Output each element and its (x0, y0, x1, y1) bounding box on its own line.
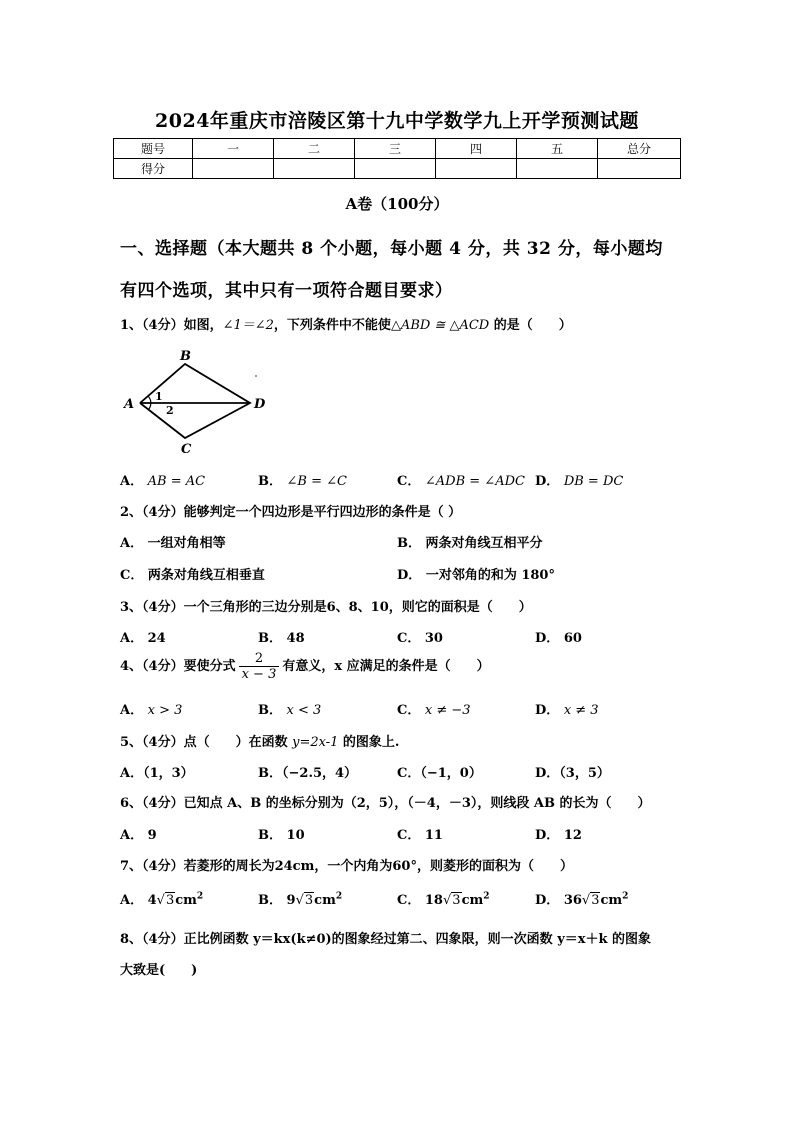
option-text: 48 (286, 631, 305, 646)
fraction-denominator: x − 3 (241, 667, 277, 682)
sqrt-symbol: √3 (581, 893, 600, 908)
option-letter: C． (397, 703, 421, 718)
sqrt-radicand: 3 (304, 893, 314, 908)
option-text: 12 (563, 828, 582, 843)
q1-option-b[interactable] (258, 470, 347, 489)
option-text: 24 (147, 631, 166, 646)
option-letter: C． (397, 893, 421, 908)
option-letter: C． (120, 568, 144, 583)
score-input-cell[interactable] (355, 159, 436, 179)
table-cell: 总分 (598, 139, 681, 159)
option-unit: cm (461, 893, 484, 908)
unit-exponent: 2 (196, 891, 204, 902)
sqrt-radicand: 3 (591, 893, 600, 908)
diagram-label-c: C (181, 442, 192, 457)
q2-option-b[interactable] (397, 532, 543, 551)
option-letter: D． (535, 631, 560, 646)
table-cell: 五 (517, 139, 598, 159)
q1-option-c[interactable] (397, 470, 525, 489)
q5-option-a[interactable] (120, 762, 194, 781)
option-coefficient: 9 (286, 893, 296, 908)
option-text: （1，3） (143, 766, 194, 781)
sqrt-radicand: 3 (452, 893, 461, 908)
section-a-heading: A卷（100分） (345, 195, 449, 213)
q6-option-a[interactable] (120, 824, 157, 843)
diagram-stray-dot (255, 375, 257, 377)
option-letter: D． (535, 828, 560, 843)
q1-math2: △ABD ≅ △ACD (390, 318, 490, 333)
option-letter: A． (120, 474, 144, 489)
diagram-label-b: B (180, 349, 191, 364)
section1-heading-line1: 一、选择题（本大题共 8 个小题，每小题 4 分，共 32 分，每小题均 (120, 239, 663, 259)
q1-mid: ，下列条件中不能使 (273, 318, 391, 333)
q1-option-d[interactable] (535, 470, 623, 489)
sqrt-symbol: √3 (156, 893, 175, 908)
option-unit: cm (314, 893, 336, 908)
option-letter: A． (120, 828, 144, 843)
score-input-cell[interactable] (598, 159, 681, 179)
option-letter: D． (535, 766, 560, 781)
option-unit: cm (600, 893, 623, 908)
fraction-numerator: 2 (239, 651, 280, 667)
option-letter: B． (397, 536, 421, 551)
q2-option-c[interactable] (120, 564, 265, 583)
option-text: （−1，0） (420, 766, 482, 781)
option-letter: A． (120, 893, 144, 908)
q5-option-d[interactable] (535, 762, 610, 781)
option-text: 30 (424, 631, 443, 646)
option-letter: C． (397, 828, 421, 843)
option-letter: C． (397, 766, 421, 781)
option-letter: C． (397, 631, 421, 646)
option-text: ∠B = ∠C (286, 474, 347, 489)
option-letter: A． (120, 631, 144, 646)
option-text: 10 (286, 828, 305, 843)
option-letter: A． (120, 766, 144, 781)
section1-heading-line2: 有四个选项，其中只有一项符合题目要求） (120, 281, 453, 301)
score-table-header-row (114, 139, 681, 159)
table-cell: 得分 (114, 159, 193, 179)
option-text: 60 (563, 631, 582, 646)
option-unit: cm (175, 893, 197, 908)
question-3: 3、（4分）一个三角形的三边分别是6、8、10，则它的面积是（ ） (120, 600, 532, 615)
q7-option-b[interactable] (258, 889, 342, 908)
q6-option-d[interactable] (535, 824, 582, 843)
sqrt-symbol: √3 (295, 893, 314, 908)
option-letter: D． (535, 893, 560, 908)
q4-fraction (239, 651, 280, 682)
q4-suffix: 有意义，x 应满足的条件是（ ） (282, 659, 490, 674)
q7-option-a[interactable] (120, 889, 203, 908)
q1-option-a[interactable] (120, 470, 205, 489)
option-text: 两条对角线互相平分 (425, 536, 543, 551)
option-letter: B． (258, 474, 282, 489)
q7-option-c[interactable] (397, 889, 490, 908)
q6-option-c[interactable] (397, 824, 443, 843)
option-letter: B． (258, 703, 282, 718)
q1-quadrilateral-diagram (118, 348, 268, 458)
q1-prefix: 1、（4分）如图， (120, 318, 223, 333)
q1-math: ∠1＝∠2 (222, 318, 274, 333)
q2-option-a[interactable] (120, 532, 226, 551)
option-letter: D． (535, 474, 560, 489)
question-4 (120, 651, 490, 682)
option-letter: B． (258, 893, 282, 908)
q4-option-c[interactable] (397, 699, 471, 718)
option-text: （−2.5，4） (282, 766, 358, 781)
table-cell: 四 (436, 139, 517, 159)
q5-suffix: 的图象上. (338, 735, 400, 750)
q7-option-d[interactable] (535, 889, 628, 908)
option-letter: D． (397, 568, 422, 583)
sqrt-radicand: 3 (165, 893, 175, 908)
question-8-line2: 大致是( ) (120, 963, 198, 978)
q3-option-a[interactable] (120, 627, 166, 646)
diagram-label-angle-2: 2 (166, 404, 174, 417)
option-coefficient: 36 (563, 893, 582, 908)
score-input-cell[interactable] (436, 159, 517, 179)
q4-option-b[interactable] (258, 699, 321, 718)
q3-option-d[interactable] (535, 627, 582, 646)
question-5 (120, 731, 399, 750)
option-text: AB = AC (147, 474, 206, 489)
option-text: ∠ADB = ∠ADC (424, 474, 525, 489)
q3-option-c[interactable] (397, 627, 443, 646)
option-text: x > 3 (147, 703, 183, 718)
question-2: 2、（4分）能够判定一个四边形是平行四边形的条件是（ ） (120, 505, 462, 520)
q1-suffix: 的是（ ） (489, 318, 572, 333)
q6-option-b[interactable] (258, 824, 305, 843)
option-text: x < 3 (286, 703, 322, 718)
q5-function: y=2x-1 (292, 735, 339, 750)
table-cell: 三 (355, 139, 436, 159)
option-text: DB = DC (563, 474, 624, 489)
option-text: 11 (424, 828, 443, 843)
score-input-cell[interactable] (517, 159, 598, 179)
q3-option-b[interactable] (258, 627, 305, 646)
unit-exponent: 2 (335, 891, 343, 902)
table-cell: 一 (193, 139, 274, 159)
table-cell: 题号 (114, 139, 193, 159)
question-6: 6、（4分）已知点 A、B 的坐标分别为（2，5），（－4，－3），则线段 AB 的长为（ ） (120, 796, 651, 811)
diagram-label-d: D (254, 397, 266, 412)
option-letter: A． (120, 703, 144, 718)
option-coefficient: 18 (424, 893, 443, 908)
q4-option-a[interactable] (120, 699, 182, 718)
option-text: x ≠ 3 (563, 703, 599, 718)
option-text: 一组对角相等 (147, 536, 226, 551)
score-table-score-row (114, 159, 681, 179)
score-table (113, 138, 681, 179)
option-letter: C． (397, 474, 421, 489)
q4-prefix: 4、（4分）要使分式 (120, 659, 236, 674)
score-input-cell[interactable] (193, 159, 274, 179)
diagram-label-angle-1: 1 (155, 390, 163, 403)
q4-option-d[interactable] (535, 699, 599, 718)
option-text: 一对邻角的和为 180° (425, 568, 555, 583)
q5-option-c[interactable] (397, 762, 482, 781)
option-letter: B． (258, 828, 282, 843)
option-text: 两条对角线互相垂直 (147, 568, 265, 583)
option-text: 9 (147, 828, 157, 843)
option-letter: D． (535, 703, 560, 718)
option-letter: A． (120, 536, 144, 551)
question-8-line1: 8、（4分）正比例函数 y＝kx(k≠0)的图象经过第二、四象限，则一次函数 y＝x＋k 的图象 (120, 932, 652, 947)
diagram-label-a: A (124, 397, 135, 412)
q5-prefix: 5、（4分）点（ ）在函数 (120, 735, 293, 750)
table-cell: 二 (274, 139, 355, 159)
q5-option-b[interactable] (258, 762, 357, 781)
question-1 (120, 314, 572, 333)
unit-exponent: 2 (483, 891, 490, 902)
score-input-cell[interactable] (274, 159, 355, 179)
option-letter: B． (258, 631, 282, 646)
option-text: x ≠ −3 (424, 703, 471, 718)
question-7: 7、（4分）若菱形的周长为24cm，一个内角为60°，则菱形的面积为（ ） (120, 859, 573, 874)
option-text: （3，5） (559, 766, 610, 781)
q2-option-d[interactable] (397, 564, 555, 583)
option-letter: B． (258, 766, 282, 781)
page-title: 2024年重庆市涪陵区第十九中学数学九上开学预测试题 (155, 110, 639, 132)
unit-exponent: 2 (622, 891, 629, 902)
sqrt-symbol: √3 (442, 893, 461, 908)
option-coefficient: 4 (147, 893, 157, 908)
